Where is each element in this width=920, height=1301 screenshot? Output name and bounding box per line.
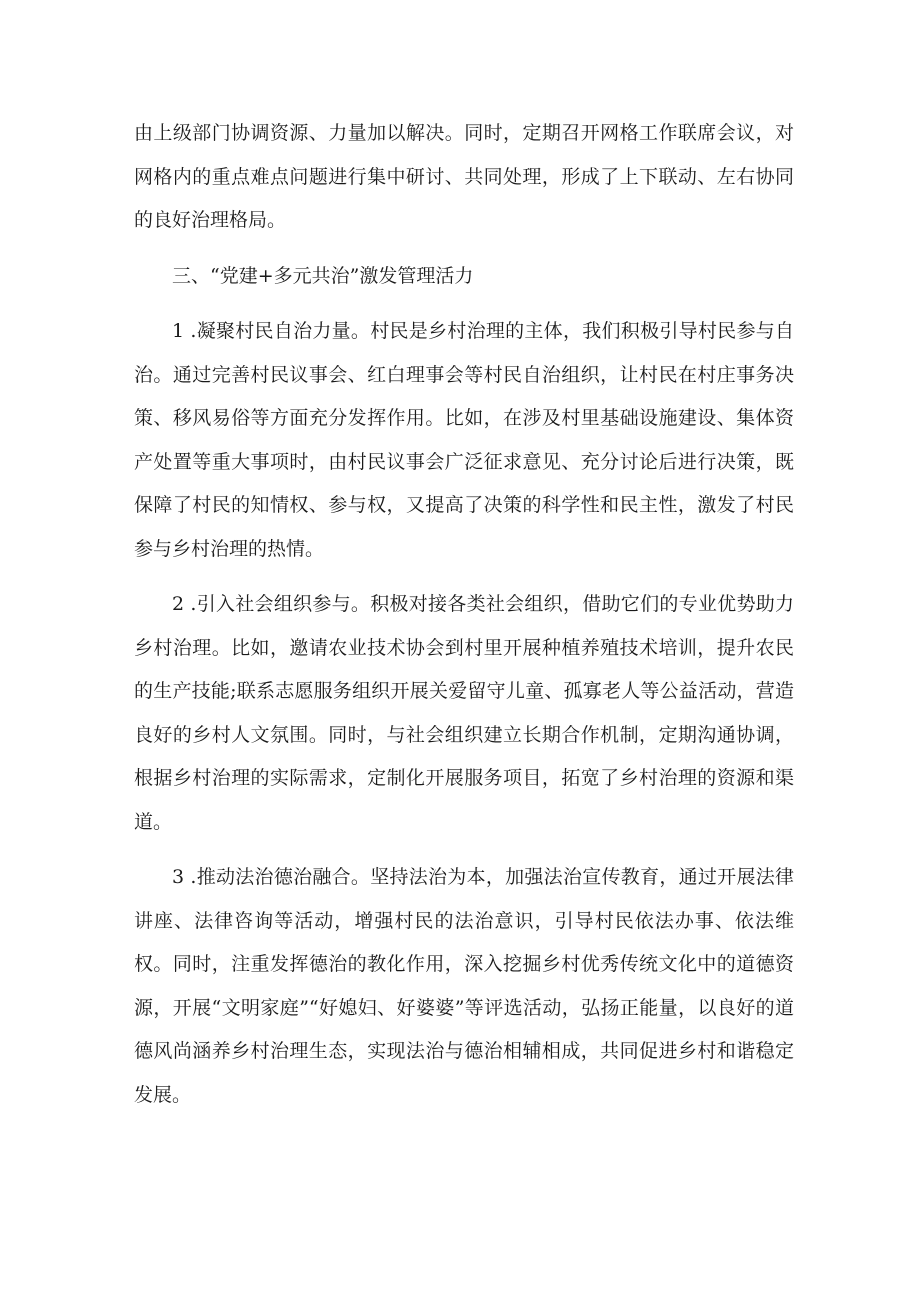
section-heading: 三、“党建+多元共治”激发管理活力 [172,264,474,287]
paragraph-item-3: 3 .推动法治德治融合。坚持法治为本，加强法治宣传教育，通过开展法律讲座、法律咨询等活动，增强村民的法治意识，引导村民依法办事、依法维权。同时，注重发挥德治的教化作用，深入挖掘乡村优秀传统文化中的道德资源，开展“文明家庭”“好媳妇、好婆婆”等评选活动，弘扬正能量，以良好的道德风尚涵养乡村治理生态，实现法治与德治相辅相成，共同促进乡村和谐稳定发展。 [134,866,794,1106]
document-body [134,112,794,1129]
paragraph-continuation: 由上级部门协调资源、力量加以解决。同时，定期召开网格工作联席会议，对网格内的重点难点问题进行集中研讨、共同处理，形成了上下联动、左右协同的良好治理格局。 [134,122,794,231]
paragraph-item-1: 1 .凝聚村民自治力量。村民是乡村治理的主体，我们积极引导村民参与自治。通过完善村民议事会、红白理事会等村民自治组织，让村民在村庄事务决策、移风易俗等方面充分发挥作用。比如，在涉及村里基础设施建设、集体资产处置等重大事项时，由村民议事会广泛征求意见、充分讨论后进行决策，既保障了村民的知情权、参与权，又提高了决策的科学性和民主性，激发了村民参与乡村治理的热情。 [134,320,794,560]
paragraph-item-2: 2 .引入社会组织参与。积极对接各类社会组织，借助它们的专业优势助力乡村治理。比如，邀请农业技术协会到村里开展种植养殖技术培训，提升农民的生产技能;联系志愿服务组织开展关爱留守儿童、孤寡老人等公益活动，营造良好的乡村人文氛围。同时，与社会组织建立长期合作机制，定期沟通协调，根据乡村治理的实际需求，定制化开展服务项目，拓宽了乡村治理的资源和渠道。 [134,593,794,833]
